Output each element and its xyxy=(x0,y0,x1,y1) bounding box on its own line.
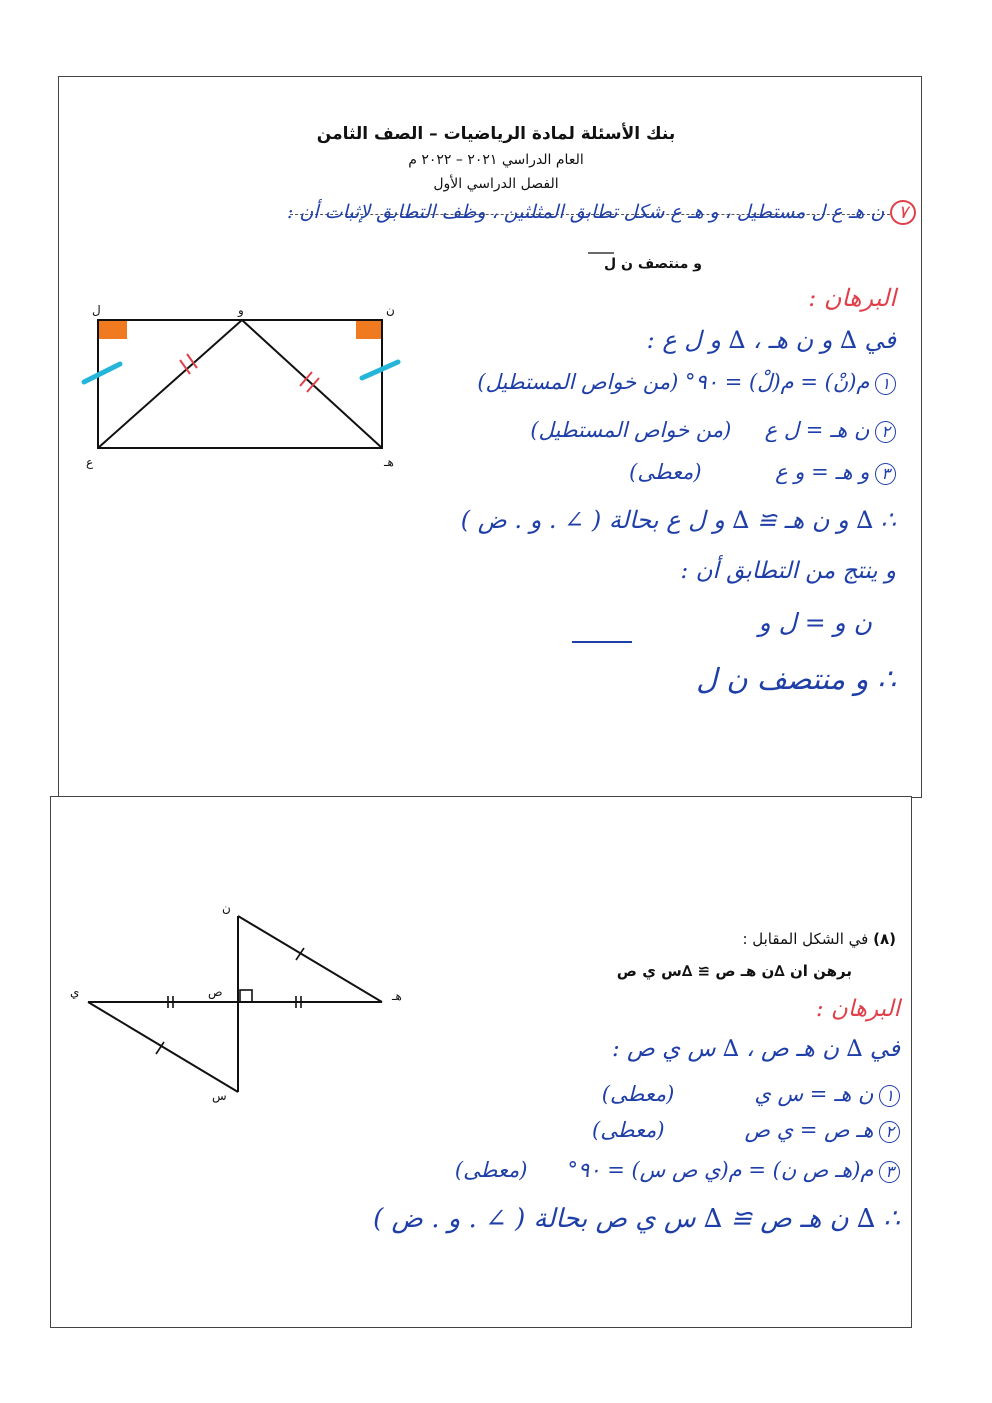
q7-proof-intro: في ∆ و ن هـ ، ∆ و ل ع : xyxy=(646,326,896,354)
q8-statement-text: في الشكل المقابل : xyxy=(742,930,869,948)
vertex-l: ل xyxy=(92,303,101,317)
vertex-sin8: س xyxy=(212,1089,227,1103)
q7-statement-text: ن هـ ع ل مستطيل ، و هـ ع شكل تطابق المثلثين ، وظف التطابق لإثبات أن : xyxy=(286,201,885,223)
q8-number: (٨) xyxy=(873,930,896,948)
vertex-n8: ن xyxy=(222,901,231,915)
q7-step-reason-2: (من خواص المستطيل) xyxy=(530,418,732,442)
vertex-h: هـ xyxy=(384,455,394,469)
q7-conclusion: ∴ ∆ و ن هـ ≅ ∆ و ل ع بحالة ( ∠ . و . ض ) xyxy=(460,506,896,534)
q7-step-reason-1: (من خواص المستطيل) xyxy=(477,370,679,394)
q8-step-reason-2: (معطى) xyxy=(592,1118,665,1142)
vertex-s8: ص xyxy=(208,985,223,999)
semester: الفصل الدراسي الأول xyxy=(433,176,559,192)
vertex-n: ن xyxy=(386,303,395,317)
q8-conclusion: ∴ ∆ ن هـ ص ≅ ∆ س ي ص بحالة ( ∠ . و . ض ) xyxy=(373,1204,900,1234)
q8-proof-line-3 xyxy=(455,1158,900,1183)
q8-step-text-3: م(هـ ص ن) = م(ي ص س) = ٩٠° xyxy=(567,1158,874,1182)
q8-step-number-3: ٣ xyxy=(879,1161,900,1183)
q7-step-number-2: ٢ xyxy=(875,421,896,443)
segment-y-s xyxy=(88,1002,238,1092)
q7-result: ن و = ل و xyxy=(758,608,872,637)
q7-final: ∴ و منتصف ن ل xyxy=(696,662,896,696)
q7-proof-title: البرهان : xyxy=(808,284,896,312)
q8-prove: برهن ان ∆ن هـ ص ≅ ∆س ي ص xyxy=(616,962,852,980)
q8-proof-title: البرهان : xyxy=(815,996,900,1022)
q8-step-number-2: ٢ xyxy=(879,1121,900,1143)
q8-step-reason-1: (معطى) xyxy=(601,1082,675,1106)
q7-number: ٧ xyxy=(890,200,916,225)
q8-step-text-2: هـ ص = ي ص xyxy=(744,1118,874,1142)
q7-step-text-2: ن هـ = ل ع xyxy=(764,418,870,442)
academic-year: العام الدراسي ٢٠٢١ – ٢٠٢٢ م xyxy=(408,152,584,168)
q8-step-text-1: ن هـ = س ي xyxy=(754,1082,874,1106)
q8-proof-intro: في ∆ ن هـ ص ، ∆ س ي ص : xyxy=(611,1036,900,1062)
q7-step-reason-3: (معطى) xyxy=(629,460,702,484)
segment-n-h xyxy=(238,916,382,1002)
q7-step-text-3: و هـ = و ع xyxy=(775,460,870,484)
q7-step-text-1: م(نْ) = م(لْ) = ٩٠° xyxy=(684,370,870,394)
right-angle-marker xyxy=(240,990,252,1002)
page-title: بنك الأسئلة لمادة الرياضيات – الصف الثامن xyxy=(316,124,676,144)
q7-deduce: و ينتج من التطابق أن : xyxy=(680,558,896,584)
q8-proof-line-1 xyxy=(602,1082,900,1107)
q8-step-reason-3: (معطى) xyxy=(454,1158,528,1182)
vertex-y8: ي xyxy=(70,985,80,999)
vertex-a: ع xyxy=(86,455,94,469)
vertex-h8: هـ xyxy=(392,989,402,1003)
vertex-w: و xyxy=(238,303,244,317)
q7-step-number-1: ١ xyxy=(875,373,896,395)
q7-given: و منتصف ن ل xyxy=(604,256,702,272)
q8-step-number-1: ١ xyxy=(879,1085,900,1107)
q7-step-number-3: ٣ xyxy=(875,463,896,485)
q8-proof-line-2 xyxy=(592,1118,900,1143)
